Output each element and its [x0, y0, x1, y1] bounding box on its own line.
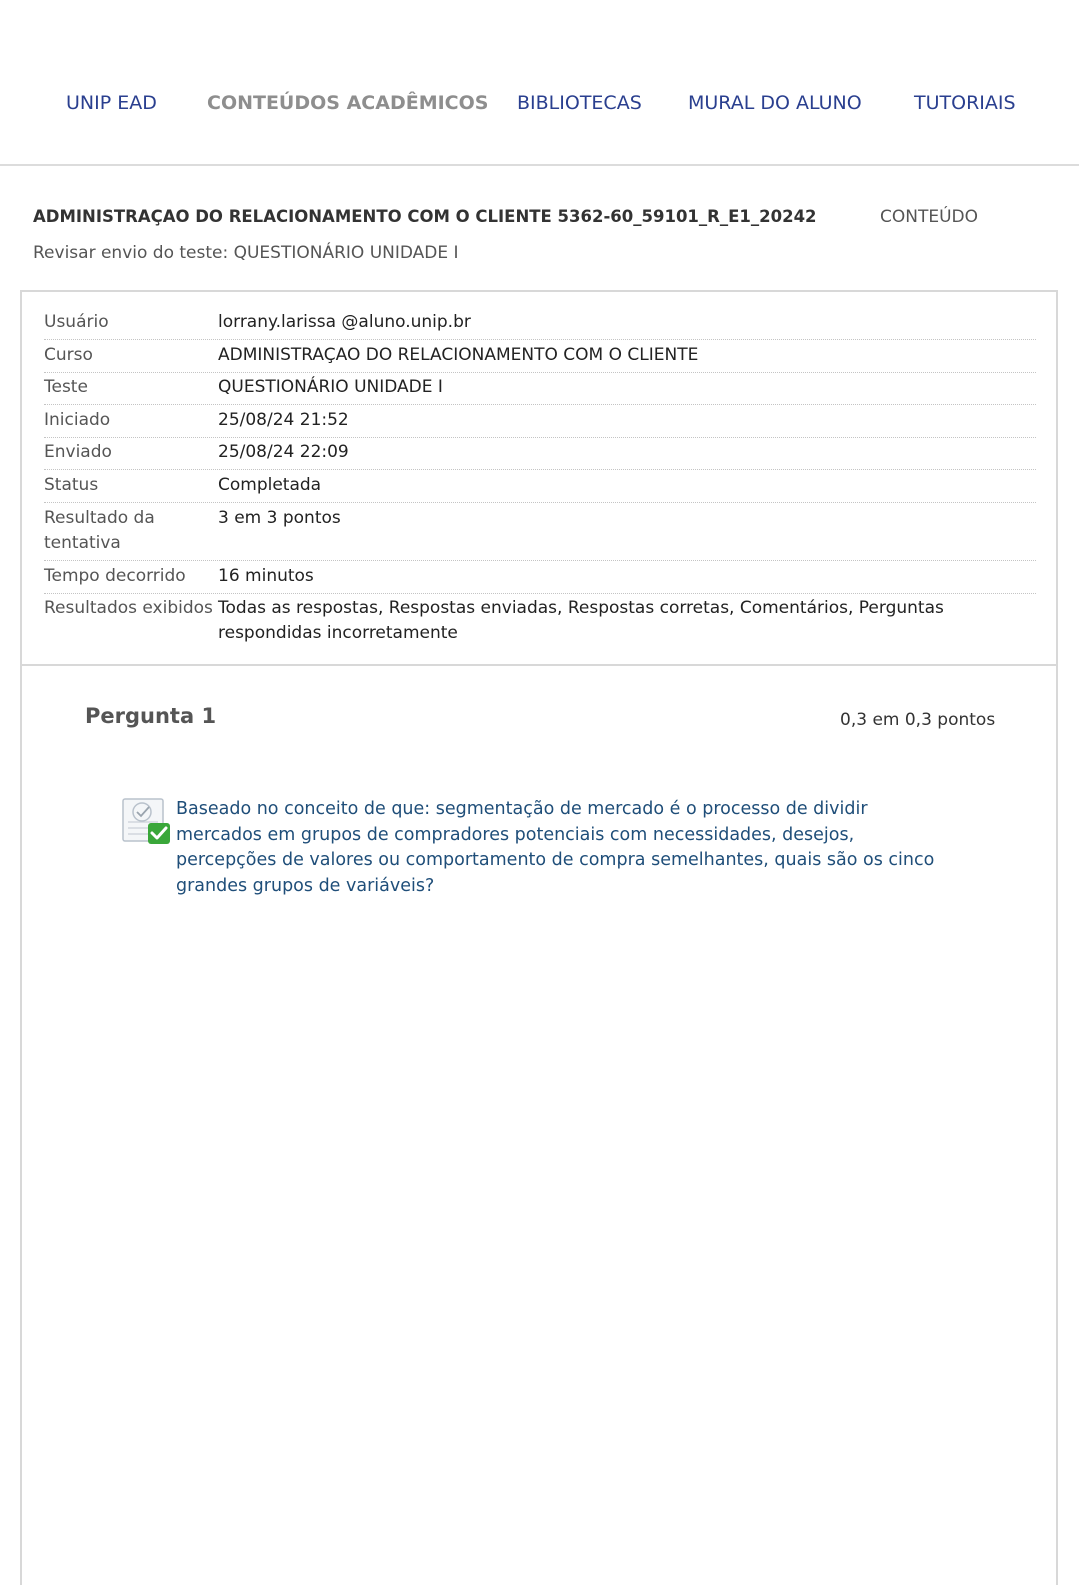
- detail-label: Tempo decorrido: [44, 566, 186, 586]
- detail-row-resultado: [44, 506, 1036, 561]
- nav-item-bibliotecas[interactable]: BIBLIOTECAS: [517, 92, 642, 114]
- detail-value: ADMINISTRAÇAO DO RELACIONAMENTO COM O CLIENTE: [218, 345, 699, 365]
- top-navigation: [0, 0, 1079, 166]
- question-text: Baseado no conceito de que: segmentação de mercado é o processo de dividir mercados em grupos de compradores potenciais com necessidades, desejos, percepções de valores ou comportamento de compra semelhantes, quais são os cinco grandes grupos de variáveis?: [176, 799, 935, 896]
- nav-item-unip-ead[interactable]: UNIP EAD: [66, 92, 157, 114]
- detail-label: Enviado: [44, 442, 112, 462]
- question-title: Pergunta 1: [85, 704, 217, 728]
- detail-value: 25/08/24 22:09: [218, 442, 349, 462]
- detail-row-teste: [44, 375, 1036, 405]
- detail-label: Iniciado: [44, 410, 111, 430]
- correct-answer-icon: [122, 798, 172, 846]
- detail-value: Todas as respostas, Respostas enviadas, Respostas corretas, Comentários, Perguntas respondidas incorretamente: [218, 598, 944, 643]
- detail-label: Resultados exibidos: [44, 598, 213, 618]
- detail-row-curso: [44, 343, 1036, 373]
- attempt-details-panel: [20, 290, 1058, 666]
- detail-label: Status: [44, 475, 99, 495]
- nav-item-conteudos-academicos[interactable]: CONTEÚDOS ACADÊMICOS: [207, 92, 489, 114]
- detail-value: 3 em 3 pontos: [218, 508, 341, 528]
- detail-row-resultados-exibidos: [44, 596, 1036, 651]
- detail-label: Curso: [44, 345, 93, 365]
- question-points: 0,3 em 0,3 pontos: [840, 710, 996, 730]
- detail-row-usuario: [44, 310, 1036, 340]
- detail-row-enviado: [44, 440, 1036, 470]
- detail-value: QUESTIONÁRIO UNIDADE I: [218, 377, 443, 397]
- nav-item-tutoriais[interactable]: TUTORIAIS: [914, 92, 1016, 114]
- nav-item-mural-do-aluno[interactable]: MURAL DO ALUNO: [688, 92, 862, 114]
- detail-label: Teste: [44, 377, 88, 397]
- detail-value: 25/08/24 21:52: [218, 410, 349, 430]
- course-title: ADMINISTRAÇAO DO RELACIONAMENTO COM O CLIENTE 5362-60_59101_R_E1_20242: [33, 207, 817, 226]
- detail-value: 16 minutos: [218, 566, 314, 586]
- detail-value: lorrany.larissa @aluno.unip.br: [218, 312, 471, 332]
- detail-label: Usuário: [44, 312, 109, 332]
- page-subtitle: Revisar envio do teste: QUESTIONÁRIO UNIDADE I: [33, 243, 459, 263]
- detail-label: Resultado da tentativa: [44, 508, 155, 553]
- detail-row-status: [44, 473, 1036, 503]
- detail-row-iniciado: [44, 408, 1036, 438]
- content-link[interactable]: CONTEÚDO: [880, 207, 979, 227]
- detail-value: Completada: [218, 475, 322, 495]
- detail-row-tempo: [44, 564, 1036, 594]
